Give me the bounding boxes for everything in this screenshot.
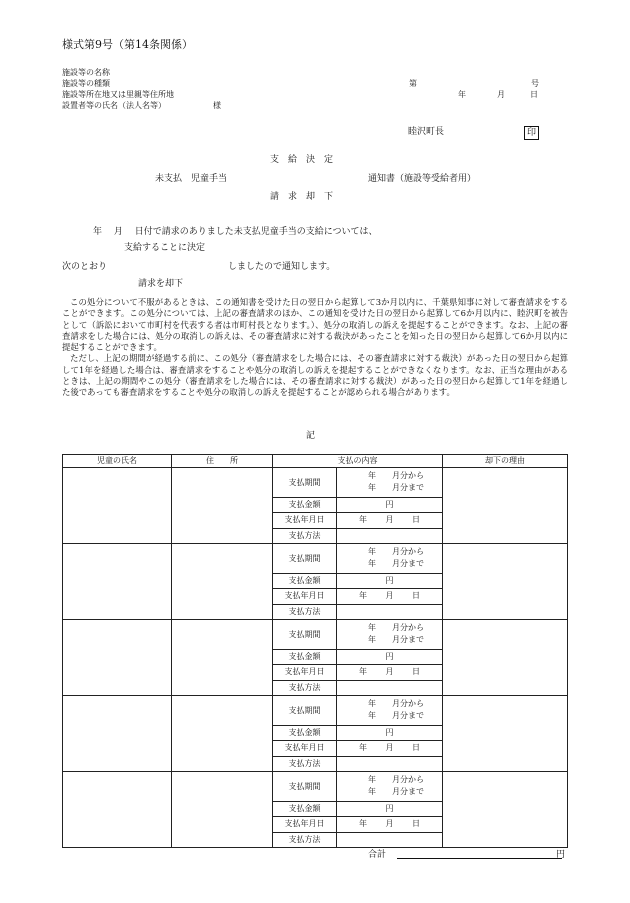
decision-prefix: 次のとおり: [62, 262, 108, 272]
header-child-name: 児童の氏名: [63, 455, 172, 468]
period-from: 年 月分から: [368, 623, 424, 633]
amount-label: 支払金額: [273, 497, 337, 513]
period-to: 年 月分まで: [368, 483, 424, 493]
period-from: 年 月分から: [368, 547, 424, 557]
period-to: 年 月分まで: [368, 635, 424, 645]
date-month: 月: [497, 90, 505, 99]
rejection-reason-cell[interactable]: [443, 544, 568, 620]
amount-cell[interactable]: [337, 801, 443, 817]
form-id: 様式第9号（第14条関係）: [62, 38, 193, 51]
table-row: [63, 772, 568, 802]
address-cell[interactable]: [172, 544, 273, 620]
date-cell[interactable]: 年 月 日: [337, 817, 443, 833]
total-unit: 円: [556, 850, 566, 860]
date-label: 支払年月日: [273, 665, 337, 681]
child-name-cell[interactable]: [63, 544, 172, 620]
title-kyakka: 請 求 却 下: [270, 192, 334, 202]
doc-number-prefix: 第: [409, 79, 417, 88]
amount-label: 支払金額: [273, 725, 337, 741]
child-name-cell[interactable]: [63, 468, 172, 544]
header-address: 住 所: [172, 455, 273, 468]
address-cell[interactable]: [172, 620, 273, 696]
date-label: 支払年月日: [273, 589, 337, 605]
title-left: 未支払 児童手当: [155, 174, 228, 184]
sender-name: 睦沢町長: [408, 127, 445, 137]
date-label: 支払年月日: [273, 741, 337, 757]
date-cell[interactable]: 年 月 日: [337, 589, 443, 605]
method-cell[interactable]: [337, 756, 443, 772]
method-label: 支払方法: [273, 756, 337, 772]
period-from: 年 月分から: [368, 699, 424, 709]
method-cell[interactable]: [337, 680, 443, 696]
period-cell[interactable]: [337, 772, 443, 802]
rejection-reason-cell[interactable]: [443, 620, 568, 696]
amount-label: 支払金額: [273, 801, 337, 817]
child-name-cell[interactable]: [63, 696, 172, 772]
total-label: 合計: [368, 850, 387, 860]
founder-name-label: 設置者等の氏名（法人名等）: [62, 101, 166, 110]
date-cell[interactable]: 年 月 日: [337, 741, 443, 757]
child-name-cell[interactable]: [63, 620, 172, 696]
amount-unit: 円: [385, 499, 394, 509]
amount-unit: 円: [385, 575, 394, 585]
appeal-notice: [62, 297, 568, 399]
table-row: [63, 544, 568, 574]
period-label: 支払期間: [273, 468, 337, 498]
method-cell[interactable]: [337, 528, 443, 544]
address-cell[interactable]: [172, 468, 273, 544]
sama-label: 様: [213, 101, 221, 110]
rejection-reason-cell[interactable]: [443, 772, 568, 848]
date-label: 支払年月日: [273, 817, 337, 833]
period-label: 支払期間: [273, 544, 337, 574]
facility-name-label: 施設等の名称: [62, 68, 110, 77]
amount-cell[interactable]: [337, 725, 443, 741]
date-year: 年: [458, 90, 466, 99]
amount-label: 支払金額: [273, 573, 337, 589]
period-from: 年 月分から: [368, 775, 424, 785]
decision-line1: 年 月 日付で請求のありました未支払児童手当の支給については、: [93, 227, 378, 237]
ki-label: 記: [306, 431, 316, 441]
amount-unit: 円: [385, 651, 394, 661]
period-label: 支払期間: [273, 772, 337, 802]
period-to: 年 月分まで: [368, 787, 424, 797]
amount-unit: 円: [385, 727, 394, 737]
period-from: 年 月分から: [368, 471, 424, 481]
date-label: 支払年月日: [273, 513, 337, 529]
title-right: 通知書（施設等受給者用）: [368, 174, 477, 184]
address-cell[interactable]: [172, 772, 273, 848]
method-label: 支払方法: [273, 528, 337, 544]
rejection-reason-cell[interactable]: [443, 468, 568, 544]
header-payment-content: 支払の内容: [273, 455, 443, 468]
period-label: 支払期間: [273, 696, 337, 726]
date-day: 日: [530, 90, 538, 99]
doc-number-suffix: 号: [531, 79, 539, 88]
decision-option2: 請求を却下: [138, 279, 184, 289]
method-label: 支払方法: [273, 832, 337, 848]
table-row: [63, 620, 568, 650]
period-cell[interactable]: [337, 468, 443, 498]
period-label: 支払期間: [273, 620, 337, 650]
payment-table: [62, 454, 568, 848]
facility-address-label: 施設等所在地又は里親等住所地: [62, 90, 174, 99]
seal-stamp: 印: [524, 126, 539, 140]
period-to: 年 月分まで: [368, 559, 424, 569]
facility-type-label: 施設等の種類: [62, 79, 110, 88]
decision-option1: 支給することに決定: [124, 243, 206, 253]
amount-cell[interactable]: [337, 573, 443, 589]
appeal-paragraph-1: この処分について不服があるときは、この通知書を受けた日の翌日から起算して3か月以内に、千葉県知事に対して審査請求をすることができます。この処分については、上記の審査請求のほか、この通知を受けた日の翌日から起算して6か月以内に、睦沢町を被告として（訴訟において市町村を代表する者は市町村長となります。）、処分の取消しの訴えを提起することができます。なお、上記の審査請求をした場合には、処分の取消しの訴えは、その審査請求に対する裁決があったことを知った日の翌日から起算して6か月以内に提起することができます。: [62, 297, 568, 353]
decision-suffix: しましたので通知します。: [228, 262, 336, 272]
period-cell[interactable]: [337, 544, 443, 574]
period-cell[interactable]: [337, 696, 443, 726]
appeal-paragraph-2: ただし、上記の期間が経過する前に、この処分（審査請求をした場合には、その審査請求に対する裁決）があった日の翌日から起算して1年を経過した場合は、審査請求をすることや処分の取消しの訴えを提起することができなくなります。なお、正当な理由があるときは、上記の期間やこの処分（審査請求をした場合には、その審査請求に対する裁決）があった日の翌日から起算して1年を経過した後であっても審査請求をすることや処分の取消しの訴えを提起することが認められる場合があります。: [62, 353, 568, 398]
child-name-cell[interactable]: [63, 772, 172, 848]
amount-unit: 円: [385, 803, 394, 813]
table-row: [63, 468, 568, 498]
header-rejection-reason: 却下の理由: [443, 455, 568, 468]
method-label: 支払方法: [273, 604, 337, 620]
date-cell[interactable]: 年 月 日: [337, 665, 443, 681]
amount-label: 支払金額: [273, 649, 337, 665]
rejection-reason-cell[interactable]: [443, 696, 568, 772]
table-header-row: [63, 455, 568, 468]
payment-table-body: [63, 468, 568, 848]
date-cell[interactable]: 年 月 日: [337, 513, 443, 529]
period-to: 年 月分まで: [368, 711, 424, 721]
method-cell[interactable]: [337, 604, 443, 620]
period-cell[interactable]: [337, 620, 443, 650]
method-cell[interactable]: [337, 832, 443, 848]
total-amount-line[interactable]: [397, 858, 562, 859]
address-cell[interactable]: [172, 696, 273, 772]
table-row: [63, 696, 568, 726]
method-label: 支払方法: [273, 680, 337, 696]
title-shikyu: 支 給 決 定: [270, 155, 334, 165]
amount-cell[interactable]: [337, 497, 443, 513]
amount-cell[interactable]: [337, 649, 443, 665]
